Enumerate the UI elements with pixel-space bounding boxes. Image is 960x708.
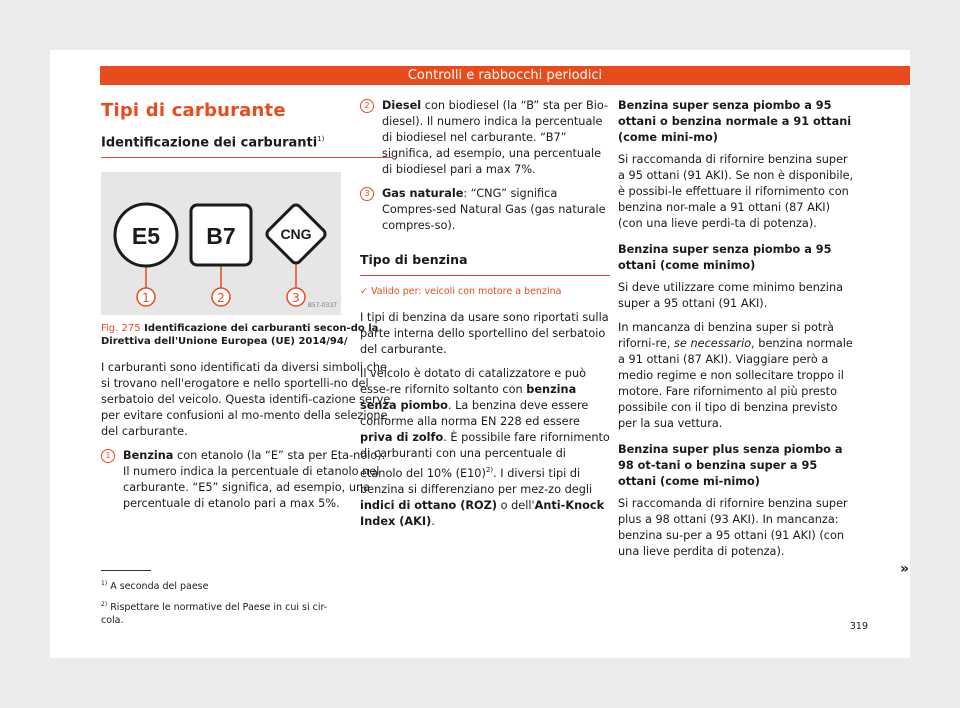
b7-label: B7 [206,223,236,250]
item-2-term: Diesel [382,99,422,112]
paragraph-super-95: Si raccomanda di rifornire benzina super a 95 ottani (91 AKI). Se non è disponibile, è possibi-le effettuare il rifornimento con benzina nor-male a 91 ottani (87 AKI) (con una lieve perdi-ta di potenza). [618,153,854,230]
callout-3-label: 3 [292,291,300,306]
footnote-2-mark: 2) [101,601,108,609]
petrol-paragraph-1: I tipi di benzina da usare sono riportati sulla parte interna dello sportellino del serbatoio del carburante. [360,311,609,356]
footnote-2-text: Rispettare le normative del Paese in cui si cir-cola. [101,602,328,627]
column-3 [618,98,858,568]
list-item-2 [360,98,610,178]
p3-part-b: , benzina normale a 91 ottani (87 AKI). Viaggiare però a medio regime e non sollecitare troppo il motore. Fare rifornimento al più presto possibile con il tipo di benzina previsto per la sua vettura. [618,337,853,430]
footnote-2 [101,598,341,627]
footnote-divider [101,570,151,571]
footnotes [101,570,341,632]
item-number-badge: 2 [360,99,374,113]
item-1-text: con etanolo (la “E” sta per Eta-nolo). Il numero indica la percentuale di etanolo nel carburante. “E5” significa, ad esempio, una percentuale di etanolo pari a max 5%. [123,449,386,511]
callout-1-label: 1 [142,291,150,306]
intro-paragraph: I carburanti sono identificati da diversi simboli che si trovano nell'erogatore e nello sportelli-no del serbatoio del veicolo. Questa identifi-cazione serve per evitare confusioni al mo-mento della selezione del carburante. [101,361,391,439]
p3-part-a: In mancanza di benzina super si potrà riforni-re, [618,321,834,350]
validity-note: ✓ Valido per: veicoli con motore a benzina [360,286,562,297]
para2-part-c: . La benzina deve essere conforme alla norma EN 228 ed essere [360,399,589,428]
para2-part-d: . È possibile fare rifornimento di carburanti con una percentuale di etanolo del 10% (E10) [360,431,610,480]
paragraph-lacking-super [618,320,858,432]
para2-bold-aki: Anti-Knock Index (AKI) [360,498,605,528]
section-title: Tipi di carburante [101,100,286,121]
figure-caption-label: Fig. 275 [101,323,141,335]
callout-2-label: 2 [217,291,225,306]
column-2 [360,98,610,538]
footnote-1-text: A seconda del paese [110,581,209,593]
footnote-1-mark: 1) [101,580,108,587]
e5-label: E5 [131,223,161,250]
header-bar: Controlli e rabbocchi periodici [100,66,910,85]
para2-bold-unleaded: benzina senza piombo [360,383,577,412]
heading-super-95-or-normal-91: Benzina super senza piombo a 95 ottani o benzina normale a 91 ottani (come mini-mo) [618,99,852,144]
para2-part-f: o dell' [500,498,535,512]
item-1-term: Benzina [123,449,174,463]
page [50,50,910,658]
paragraph-super-plus-98: Si raccomanda di rifornire benzina super plus a 98 ottani (93 AKI). In mancanza: benzina su-per a 95 ottani (91 AKI) (con una lieve perdita di potenza). [618,497,848,558]
petrol-paragraph-2 [360,366,610,530]
para2-part-g: . [431,514,435,528]
item-number-badge: 3 [360,187,374,201]
column-1 [101,98,393,520]
subsection-title [101,131,393,158]
heading-super-plus-98: Benzina super plus senza piombo a 98 ot-tani o benzina super a 95 ottani (come mi-nimo) [618,443,843,488]
para2-part-a: Il veicolo è dotato di catalizzatore e può esse-re rifornito soltanto con [360,367,587,396]
paragraph-super-95-minimum: Si deve utilizzare come minimo benzina super a 95 ottani (91 AKI). [618,281,844,310]
page-number: 319 [849,621,868,632]
figure-code: B57-0337 [307,302,337,310]
section-heading-petrol-type: Tipo di benzina [360,252,610,276]
item-number-badge: 1 [101,449,115,463]
subsection-footnote-mark: 1) [317,135,325,143]
para2-footnote-mark: 2) [485,466,494,474]
para2-part-e: . I diversi tipi di benzina si differenziano per mez-zo degli [360,466,593,496]
figure-caption [101,323,393,348]
continue-arrow-icon: » [900,561,910,577]
p3-italic: se necessario [674,337,752,350]
item-3-term: Gas naturale [382,187,464,200]
para2-bold-octane: indici di ottano (ROZ) [360,498,498,512]
footnote-1 [101,577,341,593]
fuel-identification-figure [101,172,341,315]
list-item-3 [360,186,610,234]
subsection-title-text: Identificazione dei carburanti [101,135,318,151]
fuel-symbols-illustration [101,172,341,315]
cng-label: CNG [280,226,312,243]
para2-bold-sulfur-free: priva di zolfo [360,431,444,444]
heading-super-95-minimum: Benzina super senza piombo a 95 ottani (come minimo) [618,243,832,272]
figure-caption-text: Identificazione dei carburanti secon-do la Direttiva dell'Unione Europea (UE) 2014/94/ [101,323,379,347]
item-2-text: con biodiesel (la “B” sta per Bio-diesel). Il numero indica la percentuale di biodiesel nel carburante. “B7” significa, ad esempio, una percentuale di biodiesel pari a max 7%. [382,99,609,176]
item-3-text: : “CNG” significa Compres-sed Natural Gas (gas naturale compres-so). [382,187,606,232]
list-item-1 [101,448,393,512]
